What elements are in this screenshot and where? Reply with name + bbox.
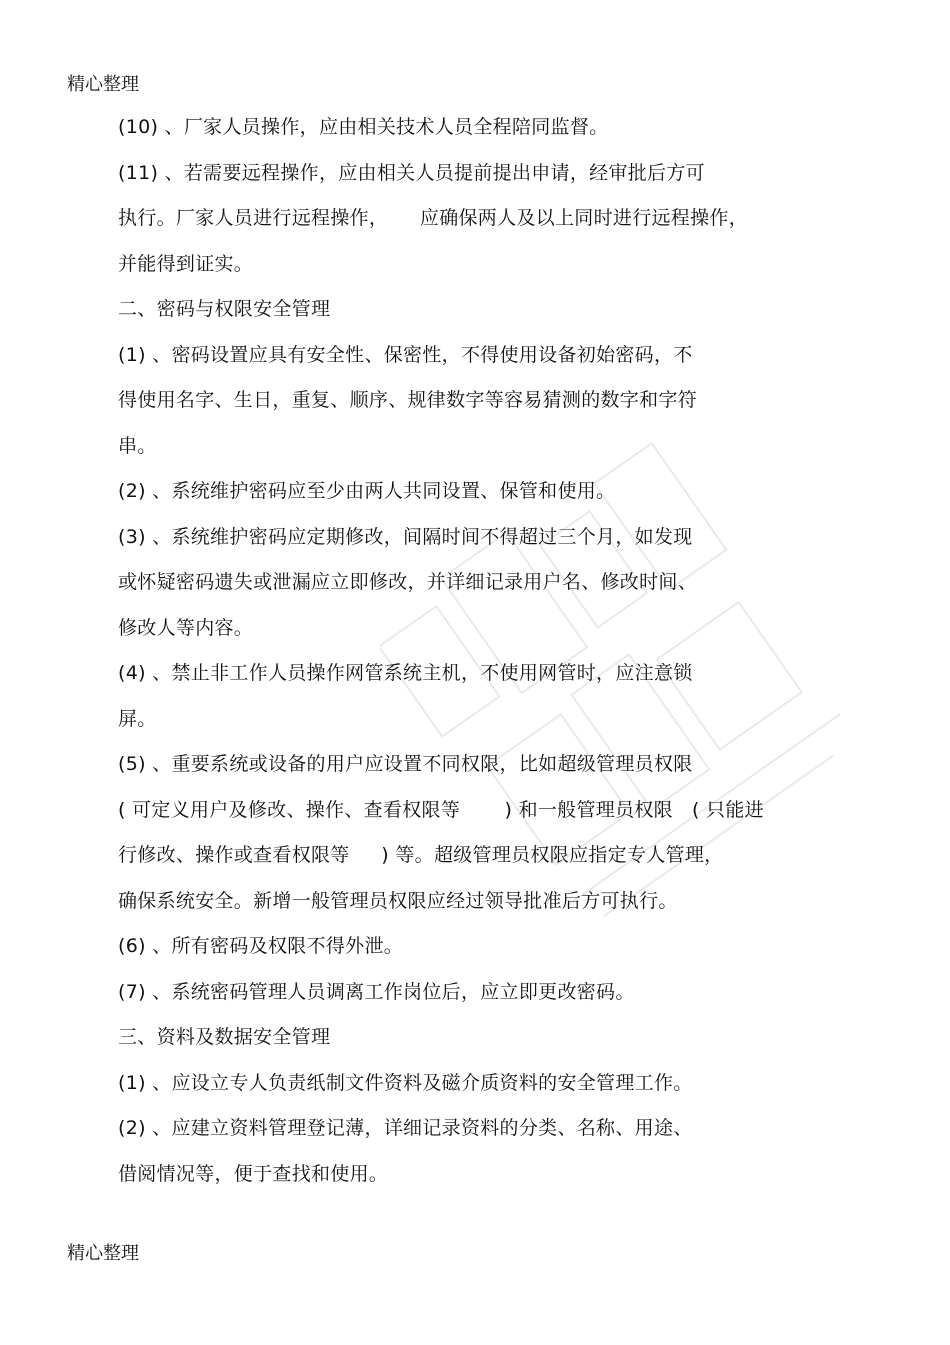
text-line-3: 执行。厂家人员进行远程操作， 应确保两人及以上同时进行远程操作， bbox=[118, 207, 748, 229]
section-heading-3: 三、资料及数据安全管理 bbox=[118, 1026, 331, 1048]
text-line-8: 串。 bbox=[118, 434, 157, 457]
text-line-11: 或怀疑密码遗失或泄漏应立即修改，并详细记录用户名、修改时间、 bbox=[118, 571, 698, 593]
text-line-7: 得使用名字、生日，重复、顺序、规律数字等容易猜测的数字和字符 bbox=[118, 389, 698, 411]
text-line-17: 行修改、操作或查看权限等 ) 等。超级管理员权限应指定专人管理， bbox=[118, 844, 724, 866]
text-line-15: (5) 、重要系统或设备的用户应设置不同权限，比如超级管理员权限 bbox=[118, 753, 693, 775]
page-header-label: 精心整理 bbox=[67, 74, 139, 95]
text-line-9: (2) 、系统维护密码应至少由两人共同设置、保管和使用。 bbox=[118, 480, 616, 502]
text-line-10: (3) 、系统维护密码应定期修改，间隔时间不得超过三个月，如发现 bbox=[118, 525, 693, 548]
text-line-19: (6) 、所有密码及权限不得外泄。 bbox=[118, 935, 404, 957]
page-footer-label: 精心整理 bbox=[67, 1243, 139, 1264]
text-line-6: (1) 、密码设置应具有安全性、保密性，不得使用设备初始密码，不 bbox=[118, 343, 693, 366]
text-line-23: (2) 、应建立资料管理登记薄，详细记录资料的分类、名称、用途、 bbox=[118, 1117, 693, 1139]
text-line-24: 借阅情况等，便于查找和使用。 bbox=[118, 1162, 389, 1185]
text-line-12: 修改人等内容。 bbox=[118, 616, 254, 639]
document-body bbox=[118, 112, 918, 1204]
text-line-1: (10) 、厂家人员操作，应由相关技术人员全程陪同监督。 bbox=[118, 116, 609, 138]
text-line-13: (4) 、禁止非工作人员操作网管系统主机，不使用网管时，应注意锁 bbox=[118, 662, 693, 684]
text-line-18: 确保系统安全。新增一般管理员权限应经过领导批准后方可执行。 bbox=[118, 889, 678, 912]
text-line-14: 屏。 bbox=[118, 707, 157, 730]
section-heading-2: 二、密码与权限安全管理 bbox=[118, 298, 331, 320]
text-line-20: (7) 、系统密码管理人员调离工作岗位后，应立即更改密码。 bbox=[118, 980, 635, 1003]
text-line-22: (1) 、应设立专人负责纸制文件资料及磁介质资料的安全管理工作。 bbox=[118, 1071, 693, 1094]
text-line-16: ( 可定义用户及修改、操作、查看权限等 ) 和一般管理员权限 ( 只能进 bbox=[118, 798, 764, 821]
text-line-4: 并能得到证实。 bbox=[118, 252, 254, 275]
text-line-2: (11) 、若需要远程操作，应由相关人员提前提出申请，经审批后方可 bbox=[118, 161, 705, 184]
